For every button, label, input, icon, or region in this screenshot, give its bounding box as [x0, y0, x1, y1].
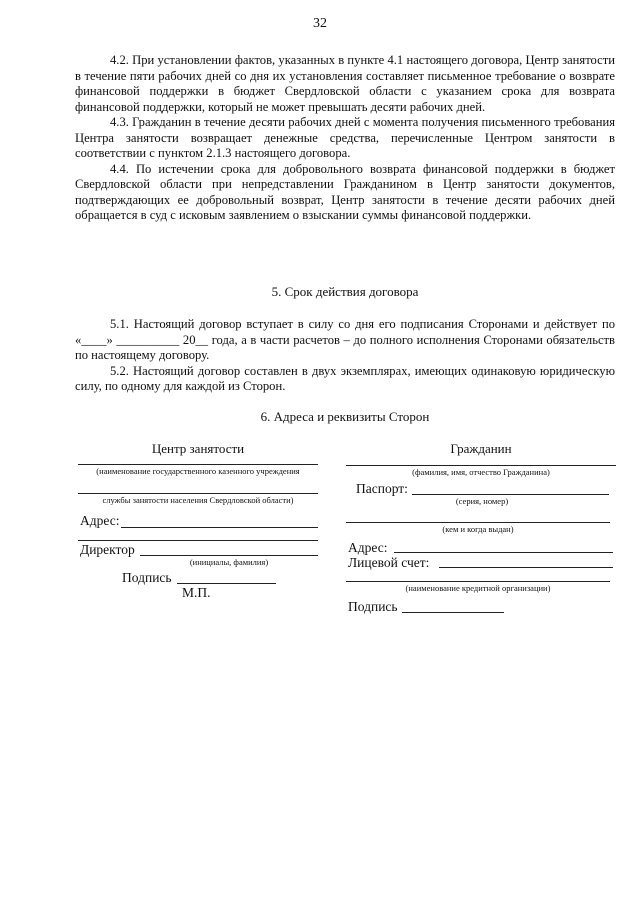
- employment-center-title: Центр занятости: [151, 441, 245, 456]
- passport-label: Паспорт:: [356, 481, 408, 496]
- paragraph-4-2: 4.2. При установлении фактов, указанных в пункте 4.1 настоящего договора, Центр занятости в течение пяти рабочих дней со дня их установления составляет письменное требование о возврате финансовой поддержки в бюджет Свердловской области с указанием срока для возврата финансовой поддержки, который не может превышать десяти рабочих дней.: [75, 53, 615, 114]
- bank-name-line: [346, 581, 610, 582]
- page-number: 32: [313, 16, 327, 31]
- citizen-signature-label: Подпись: [348, 599, 398, 614]
- citizen-name-line: [346, 465, 616, 466]
- citizen-address-line: [394, 552, 613, 553]
- passport-issued-caption: (кем и когда выдан): [442, 524, 514, 534]
- director-label: Директор: [80, 542, 135, 557]
- personal-account-label: Лицевой счет:: [348, 555, 430, 570]
- section6-heading: 6. Адреса и реквизиты Сторон: [260, 409, 430, 424]
- stamp-label: М.П.: [182, 585, 211, 600]
- org-name-line-1: [78, 464, 318, 465]
- citizen-address-label: Адрес:: [348, 540, 388, 555]
- section5-body: [75, 317, 615, 395]
- org-name-caption-2: службы занятости населения Свердловской области): [102, 495, 294, 505]
- section5-heading: 5. Срок действия договора: [271, 284, 419, 299]
- director-line: [140, 555, 318, 556]
- section4-body: [75, 53, 615, 224]
- citizen-signature-line: [402, 612, 504, 613]
- passport-line: [412, 494, 609, 495]
- citizen-name-caption: (фамилия, имя, отчество Гражданина): [412, 467, 550, 477]
- center-address-label: Адрес:: [80, 513, 120, 528]
- paragraph-4-3: 4.3. Гражданин в течение десяти рабочих дней с момента получения письменного требования Центра занятости возвращает денежные средства, перечисленные Центром занятости в соответствии с пунктом 2.1.3 настоящего договора.: [75, 115, 615, 160]
- center-address-line-2: [78, 540, 318, 541]
- personal-account-line: [439, 567, 613, 568]
- director-caption: (инициалы, фамилия): [189, 557, 269, 567]
- passport-caption: (серия, номер): [455, 496, 509, 506]
- paragraph-5-1: 5.1. Настоящий договор вступает в силу со дня его подписания Сторонами и действует по «____» __________ 20__ года, а в части расчетов – до полного исполнения Сторонами обязательств по настоящему договору.: [75, 317, 615, 362]
- center-signature-label: Подпись: [122, 570, 172, 585]
- passport-issued-line: [346, 522, 610, 523]
- bank-name-caption: (наименование кредитной организации): [405, 583, 551, 593]
- citizen-title: Гражданин: [450, 441, 512, 456]
- org-name-line-2: [78, 493, 318, 494]
- paragraph-5-2: 5.2. Настоящий договор составлен в двух экземплярах, имеющих одинаковую юридическую силу, по одному для каждой из Сторон.: [75, 363, 615, 393]
- center-signature-line: [177, 583, 276, 584]
- org-name-caption-1: (наименование государственного казенного учреждения: [96, 466, 300, 476]
- paragraph-4-4: 4.4. По истечении срока для добровольного возврата финансовой поддержки в бюджет Свердловской области при непредставлении Гражданином в Центр занятости документов, подтверждающих ее добровольный возврат, Центр занятости в течение десяти рабочих дней обращается в суд с исковым заявлением о взыскании суммы финансовой поддержки.: [75, 161, 615, 222]
- center-address-line-1: [121, 527, 318, 528]
